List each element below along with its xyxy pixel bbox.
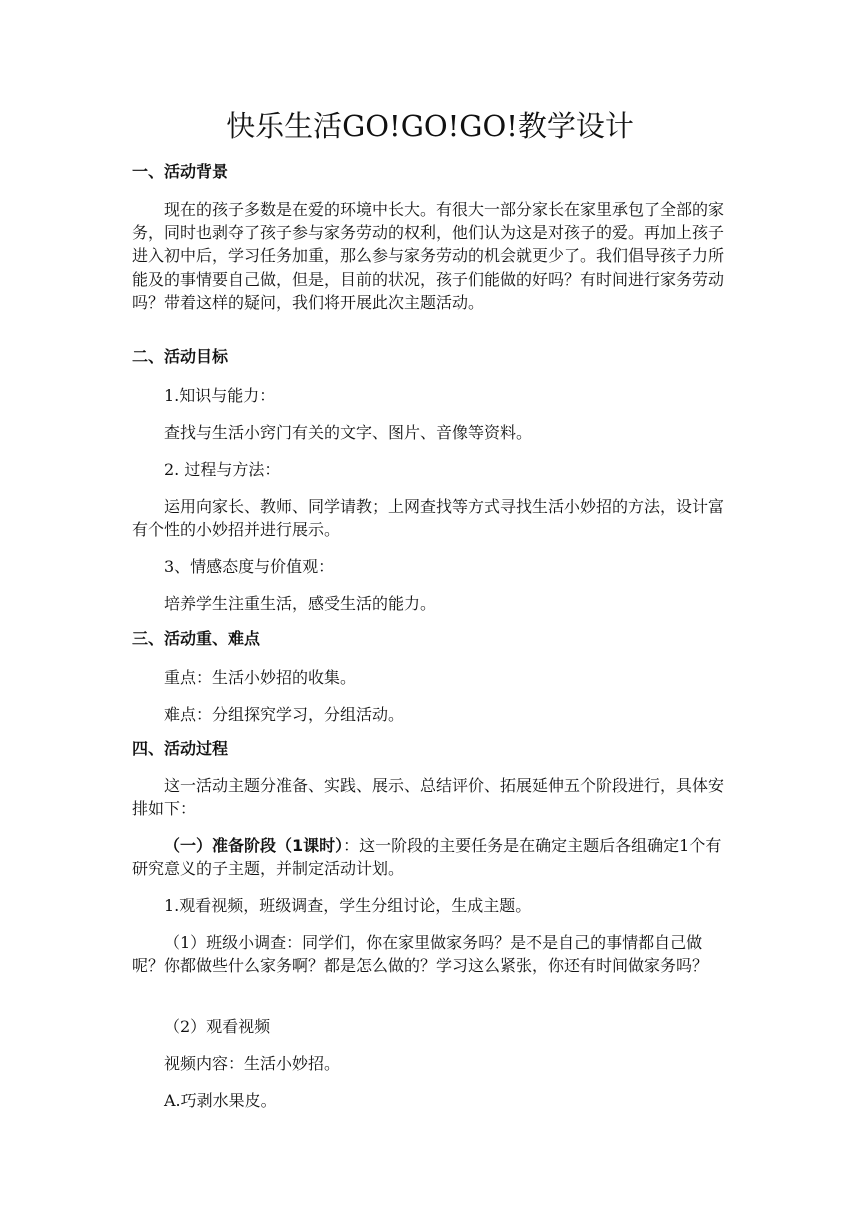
background-paragraph: 现在的孩子多数是在爱的环境中长大。有很大一部分家长在家里承包了全部的家务，同时也剥夺了孩子参与家务劳动的权利，他们认为这是对孩子的爱。再加上孩子进入初中后，学习任务加重，那么参与家务劳动的机会就更少了。我们倡导孩子力所能及的事情要自己做，但是，目前的状况，孩子们能做的好吗？有时间进行家务劳动吗？带着这样的疑问，我们将开展此次主题活动。	[132, 200, 725, 312]
section-heading-process: 四、活动过程	[132, 739, 229, 758]
phase-1-heading: （一）准备阶段（1课时）	[164, 836, 344, 855]
difficulty-text: 难点：分组探究学习，分组活动。	[164, 705, 405, 724]
goal-3-text: 培养学生注重生活，感受生活的能力。	[164, 594, 437, 613]
goal-1-text: 查找与生活小窍门有关的文字、图片、音像等资料。	[164, 423, 533, 442]
goal-3-label: 3、情感态度与价值观：	[164, 557, 335, 576]
class-survey-paragraph: （1）班级小调查：同学们，你在家里做家务吗？是不是自己的事情都自己做呢？你都做些什么家务啊？都是怎么做的？学习这么紧张，你还有时间做家务吗？	[132, 933, 709, 976]
key-point-text: 重点：生活小妙招的收集。	[164, 668, 357, 687]
watch-video-text: （2）观看视频	[164, 1017, 271, 1036]
section-heading-background: 一、活动背景	[132, 162, 229, 181]
goal-2-text: 运用向家长、教师、同学请教；上网查找等方式寻找生活小妙招的方法，设计富有个性的小妙招并进行展示。	[132, 497, 725, 540]
process-intro-paragraph: 这一活动主题分准备、实践、展示、总结评价、拓展延伸五个阶段进行，具体安排如下：	[132, 776, 725, 819]
item-a-text: A.巧剥水果皮。	[164, 1091, 277, 1110]
phase-1-description: ：这一阶段的主要任务是在确定主题后各组确定1个有研究意义的子主题，并制定活动计划。	[132, 836, 722, 879]
section-heading-key-points: 三、活动重、难点	[132, 629, 261, 648]
video-content-text: 视频内容：生活小妙招。	[164, 1054, 341, 1073]
goal-1-label: 1.知识与能力：	[164, 386, 276, 405]
phase-1-paragraph	[132, 834, 732, 880]
step-1-text: 1.观看视频，班级调查，学生分组讨论，生成主题。	[164, 896, 532, 915]
section-heading-goals: 二、活动目标	[132, 347, 229, 366]
document-title: 快乐生活GO!GO!GO!教学设计	[226, 109, 634, 143]
goal-2-label: 2. 过程与方法：	[164, 460, 281, 479]
